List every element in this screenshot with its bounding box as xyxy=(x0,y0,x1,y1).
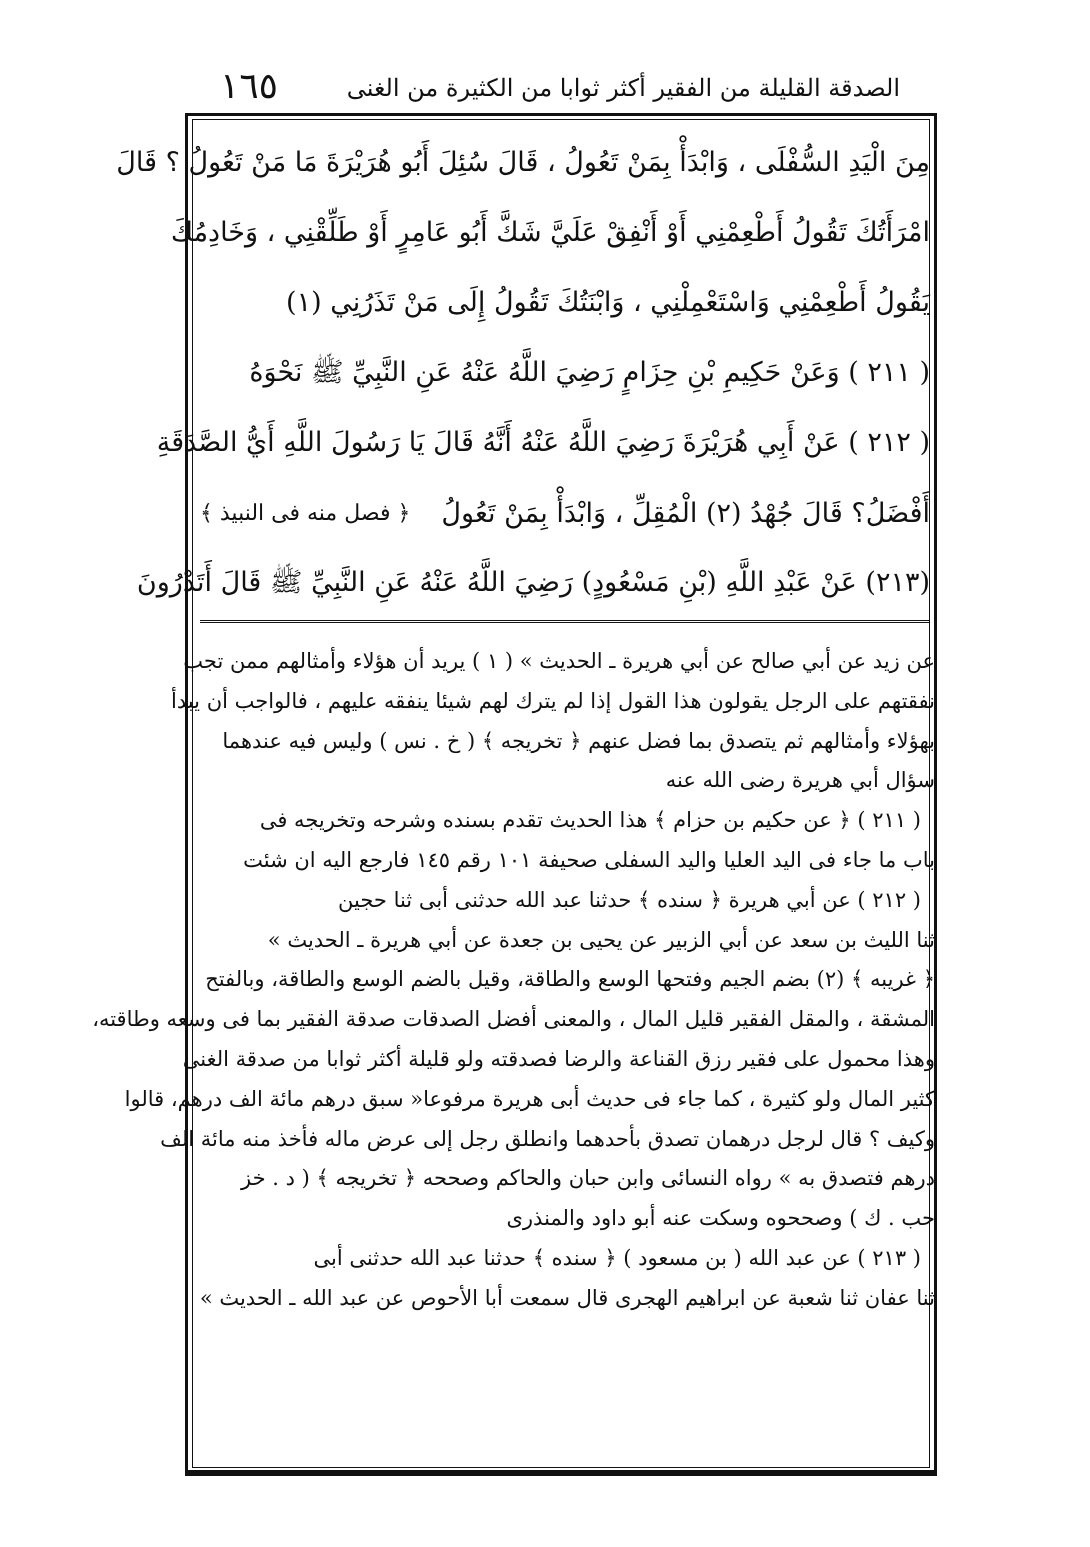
hadith-line-with-section xyxy=(200,478,930,548)
note-line: ( ٢١٢ ) عن أبي هريرة ﴿ سنده ﴾ حدثنا عبد الله حدثنى أبى ثنا حجين xyxy=(338,887,921,912)
footnotes xyxy=(92,642,935,1319)
note-line: ( ٢١١ ) ﴿ عن حكيم بن حزام ﴾ هذا الحديث تقدم بسنده وشرحه وتخريجه فى xyxy=(259,808,921,833)
note-line: وكيف ؟ قال لرجل درهمان تصدق بأحدهما وانطلق رجل إلى عرض ماله فأخذ منه مائة الف xyxy=(160,1126,935,1151)
note-line: كثير المال ولو كثيرة ، كما جاء فى حديث أبى هريرة مرفوعا« سبق درهم مائة الف درهم، قالوا xyxy=(124,1086,935,1111)
note-line: ثنا الليث بن سعد عن أبي الزبير عن يحيى بن جعدة عن أبي هريرة ـ الحديث » xyxy=(267,927,935,952)
note-line: بهؤلاء وأمثالهم ثم يتصدق بما فضل عنهم ﴿ تخريجه ﴾ ( خ . نس ) وليس فيه عندهما xyxy=(222,728,935,753)
note-line: سؤال أبي هريرة رضى الله عنه xyxy=(665,768,935,793)
running-head xyxy=(200,66,900,116)
note-line: باب ما جاء فى اليد العليا واليد السفلى صحيفة ١٠١ رقم ١٤٥ فارجع اليه ان شئت xyxy=(243,847,935,872)
note-line: وهذا محمول على فقير رزق القناعة والرضا فصدقته ولو قليلة أكثر ثوابا من صدقة الغنى xyxy=(182,1046,935,1071)
note-line: عن زيد عن أبي صالح عن أبي هريرة ـ الحديث » ( ١ ) يريد أن هؤلاء وأمثالهم ممن تجب xyxy=(183,649,935,673)
note-line: ثنا عفان ثنا شعبة عن ابراهيم الهجرى قال سمعت أبا الأحوص عن عبد الله ـ الحديث » xyxy=(199,1285,935,1310)
bottom-rule xyxy=(185,1473,937,1476)
note-line: ﴿ غريبه ﴾ (٢) بضم الجيم وفتحها الوسع والطاقة، وقيل بالضم الوسع والطاقة، وبالفتح xyxy=(205,967,935,992)
hadith-line: ( ٢١٢ ) عَنْ أَبِي هُرَيْرَةَ رَضِيَ اللَّهُ عَنْهُ أَنَّهُ قَالَ يَا رَسُولَ اللَّهِ أَيُّ الصَّدَقَةِ xyxy=(156,427,930,458)
hadith-line: (٢١٣) عَنْ عَبْدِ اللَّهِ (بْنِ مَسْعُودٍ) رَضِيَ اللَّهُ عَنْهُ عَنِ النَّبِيِّ ﷺ قَالَ أَتَدْرُونَ xyxy=(136,567,930,598)
section-heading: ﴿ فصل منه فى النبيذ ﴾ xyxy=(200,500,411,526)
hadith-line: ( ٢١١ ) وَعَنْ حَكِيمِ بْنِ حِزَامٍ رَضِيَ اللَّهُ عَنْهُ عَنِ النَّبِيِّ ﷺ نَحْوَهُ xyxy=(249,357,930,388)
note-line: حب . ك ) وصححوه وسكت عنه أبو داود والمنذرى xyxy=(506,1206,935,1231)
hadith-line: مِنَ الْيَدِ السُّفْلَى ، وَابْدَأْ بِمَنْ تَعُولُ ، قَالَ سُئِلَ أَبُو هُرَيْرَةَ مَا مَنْ تَعُولُ ؟ قَالَ xyxy=(116,147,930,178)
hadith-line: امْرَأَتُكَ تَقُولُ أَطْعِمْنِي أَوْ أَنْفِقْ عَلَيَّ شَكَّ أَبُو عَامِرٍ أَوْ طَلِّقْنِي ، وَخَادِمُكَ xyxy=(170,217,930,248)
note-line: درهم فتصدق به » رواه النسائى وابن حبان والحاكم وصححه ﴿ تخريجه ﴾ ( د . خز xyxy=(240,1166,935,1191)
page-number: ١٦٥ xyxy=(220,66,279,107)
note-line: ( ٢١٣ ) عن عبد الله ( بن مسعود ) ﴿ سنده ﴾ حدثنا عبد الله حدثنى أبى xyxy=(313,1245,921,1270)
note-line: نفقتهم على الرجل يقولون هذا القول إذا لم يترك لهم شيئا ينفقه عليهم ، فالواجب أن يبدأ xyxy=(170,688,935,713)
hadith-text xyxy=(116,128,930,618)
hadith-line: أَفْضَلُ؟ قَالَ جُهْدُ (٢) الْمُقِلِّ ، وَابْدَأْ بِمَنْ تَعُولُ xyxy=(441,497,930,529)
running-title: الصدقة القليلة من الفقير أكثر ثوابا من الكثيرة من الغنى xyxy=(346,74,900,102)
hadith-line: يَقُولُ أَطْعِمْنِي وَاسْتَعْمِلْنِي ، وَابْنَتُكَ تَقُولُ إِلَى مَنْ تَذَرُنِي (١) xyxy=(286,287,930,318)
note-line: المشقة ، والمقل الفقير قليل المال ، والمعنى أفضل الصدقات صدقة الفقير بما فى وسعه وطاقته، xyxy=(92,1007,935,1032)
footnote-divider xyxy=(200,620,930,627)
